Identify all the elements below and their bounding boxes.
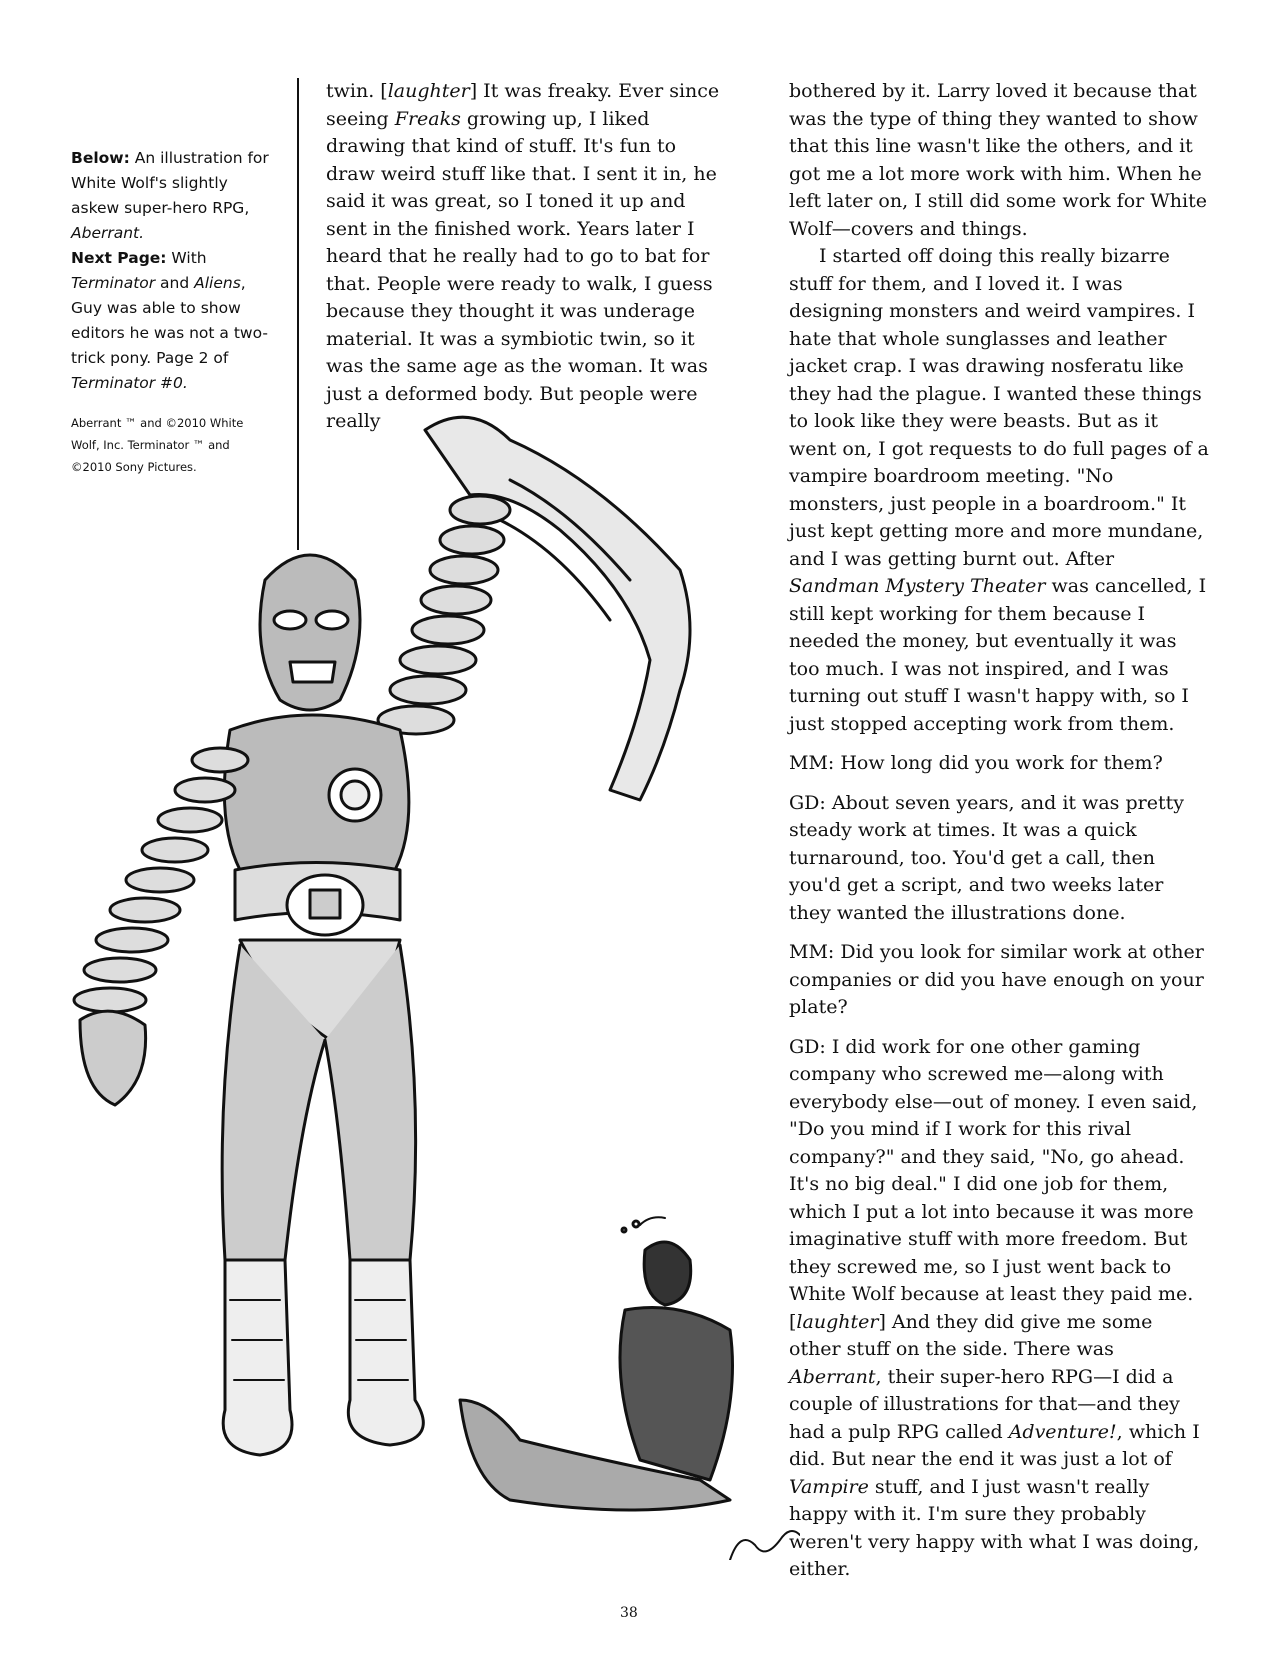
paragraph: I started off doing this really bizarre stuff for them, and I loved it. I was designing monsters and weird vampires. I hate that whole sunglasses and leather jacket crap. I was drawing nosferatu like they had the plague. I wanted these things to look like they were beasts. But as it went on, I got requests to do full pages of a vampire boardroom meeting. "No monsters, just people in a boardroom." It just kept getting more and more mundane, and I was getting burnt out. After Sandman Mystery Theater was cancelled, I still kept working for them because I needed the money, but eventually it was too much. I was not inspired, and I was turning out stuff I wasn't happy with, so I just stopped accepting work from them. [789, 245, 1209, 735]
article-column-2 [789, 78, 1209, 1584]
question: MM: Did you look for similar work at other companies or did you have enough on your plate? [789, 941, 1204, 1018]
article-column-1 [326, 78, 726, 436]
caption-next-page: Next Page: With Terminator and Aliens, Guy was able to show editors he was not a two-trick pony. Page 2 of Terminator #0. [71, 249, 268, 392]
answer: GD: About seven years, and it was pretty steady work at times. It was a quick turnaround, too. You'd get a call, then you'd get a script, and two weeks later they wanted the illustrations done. [789, 791, 1184, 924]
page-number: 38 [620, 1605, 638, 1621]
question: MM: How long did you work for them? [789, 752, 1163, 774]
wrestler-illustration [40, 400, 800, 1560]
caption-below: Below: An illustration for White Wolf's slightly askew super-hero RPG, Aberrant. [71, 149, 269, 242]
paragraph: twin. [laughter] It was freaky. Ever since seeing Freaks growing up, I liked drawing that kind of stuff. It's fun to draw weird stuff like that. I sent it in, he said it was great, so I toned it up and sent in the finished work. Years later I heard that he really had to go to bat for that. People were ready to walk, I guess because they thought it was underage material. It was a symbiotic twin, so it was the same age as the woman. It was just a deformed body. But people were really [326, 80, 720, 432]
answer: GD: I did work for one other gaming company who screwed me—along with everybody else—out of money. I even said, "Do you mind if I work for this rival company?" and they said, "No, go ahead. It's no big deal." I did one job for them, which I put a lot into because it was more imaginative stuff with more freedom. But they screwed me, so I just went back to White Wolf because at least they paid me. [laughter] And they did give me some other stuff on the side. There was Aberrant, their super-hero RPG—I did a couple of illustrations for that—and they had a pulp RPG called Adventure!, which I did. But near the end it was just a lot of Vampire stuff, and I just wasn't really happy with it. I'm sure they probably weren't very happy with what I was doing, either. [789, 1035, 1200, 1580]
caption [71, 146, 271, 396]
paragraph: bothered by it. Larry loved it because that was the type of thing they wanted to show that this line wasn't like the others, and it got me a lot more work with him. When he left later on, I still did some work for White Wolf—covers and things. [789, 80, 1207, 240]
copyright-credit: Aberrant ™ and ©2010 White Wolf, Inc. Terminator ™ and ©2010 Sony Pictures. [71, 416, 244, 474]
